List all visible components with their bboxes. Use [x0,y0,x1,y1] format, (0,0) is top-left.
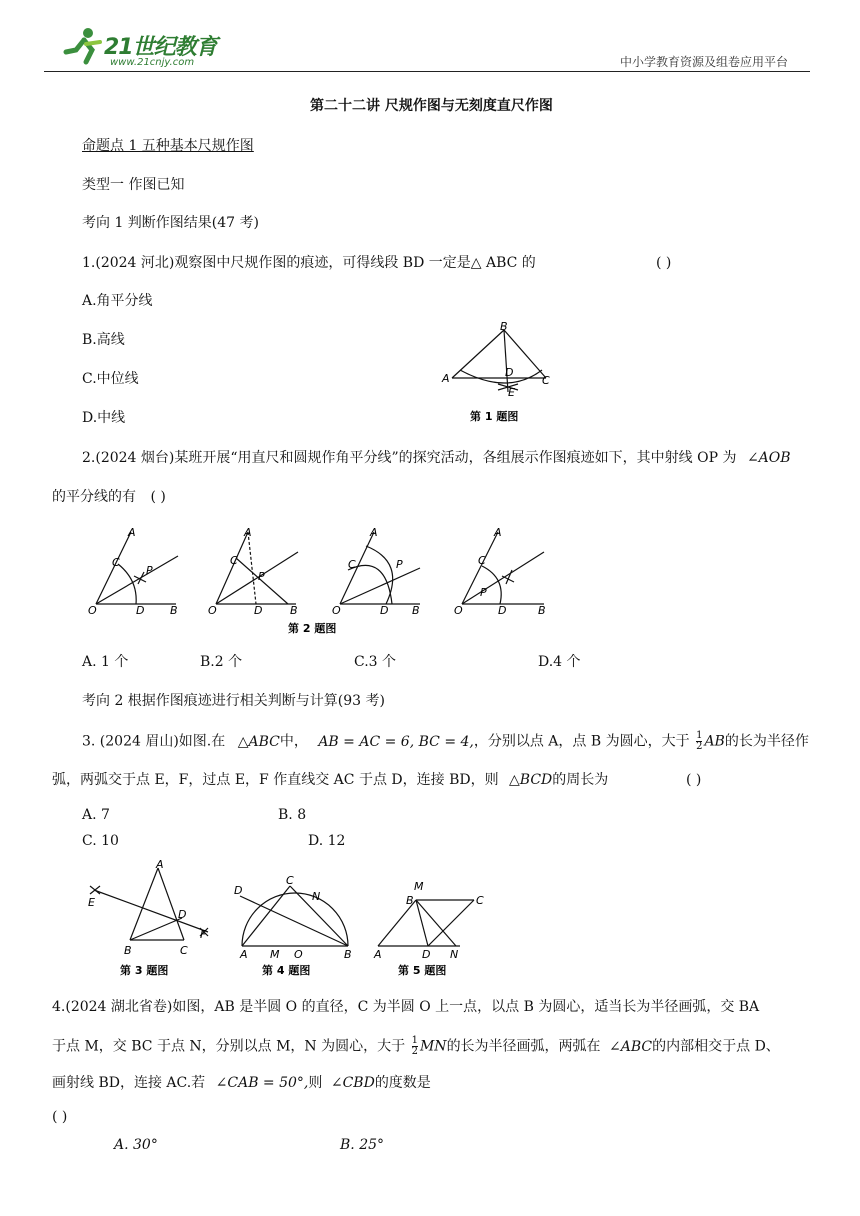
q5-label-b: B [406,894,414,907]
q2-label-d1: D [136,604,145,617]
q1-fig-caption: 第 1 题图 [470,410,519,423]
q1-label-d: D [505,366,514,379]
q2-figure [86,522,566,642]
direction-heading-1: 考向 1 判断作图结果(47 考) [82,215,259,231]
q2-paren: ( ) [150,489,166,505]
q4-label-o: O [294,948,303,961]
q3-tri: △ABC [237,733,280,750]
q4-label-c: C [286,874,294,887]
q2-fig-caption: 第 2 题图 [288,622,337,635]
q4-l2a: 于点 M，交 BC 于点 N，分别以点 M，N 为圆心，大于 [52,1038,406,1055]
q1-option-a: A.角平分线 [82,293,153,309]
q1-label-c: C [542,374,550,387]
q2-option-b: B.2 个 [200,654,243,670]
q4-fig-caption: 第 4 题图 [262,964,311,977]
q4-frac-den: 2 [411,1046,418,1057]
q2-label-o3: O [332,604,341,617]
q2-label-c2: C [230,554,238,567]
q2-label-p2: P [258,570,265,583]
q3-line1 [82,731,809,752]
q4-label-b: B [344,948,352,961]
q1-label-b: B [500,320,508,333]
header-logo [58,24,238,74]
logo-text: 21世纪教育 [104,35,217,60]
q2-label-p4: P [480,586,487,599]
q4-l2c: 的内部相交于点 D、 [652,1038,780,1055]
q2-label-a3: A [370,526,378,539]
q2-label-a2: A [244,526,252,539]
q5-label-c: C [476,894,484,907]
q4-line2 [52,1036,780,1057]
q3-line2 [52,771,608,789]
q2-label-b1: B [170,604,178,617]
q2-label-c4: C [478,554,486,567]
q3-label-e: E [88,896,95,909]
q2-option-c: C.3 个 [354,654,397,670]
platform-name: 中小学教育资源及组卷应用平台 [620,55,789,69]
q3-frac-den: 2 [696,741,703,752]
q5-label-m: M [414,880,424,893]
q2-label-o4: O [454,604,463,617]
q2-stem [82,449,791,467]
q3-option-a: A. 7 [82,807,110,823]
q2-label-p1: P [146,564,153,577]
q2-label-c1: C [112,556,120,569]
q4-l2b: 的长为半径画弧，两弧在 [446,1038,601,1055]
q3-label-a: A [156,858,164,871]
q1-label-e: E [508,386,515,399]
q2-label-d2: D [254,604,263,617]
q5-label-a: A [374,948,382,961]
q4-frac [412,1036,418,1057]
header-rule [44,71,810,72]
q2-label-p3: P [396,558,403,571]
q3-paren: ( ) [686,772,702,788]
q5-label-n: N [450,948,459,961]
q2-label-o1: O [88,604,97,617]
type-heading: 类型一 作图已知 [82,177,185,193]
q3-q5-figures [80,856,500,980]
q2-option-d: D.4 个 [538,654,581,670]
page-title: 第二十二讲 尺规作图与无刻度直尺作图 [310,98,553,114]
q4-line1: 4.(2024 湖北省卷)如图，AB 是半圆 O 的直径，C 为半圆 O 上一点，以点 B 为圆心，适当长为半径画弧，交 BA [52,999,760,1015]
q3-option-c: C. 10 [82,833,119,849]
q3-frac-num: 1 [696,730,703,741]
q3-frac [696,731,702,752]
q3-eq: AB = AC = 6, BC = 4, [318,733,474,750]
q2-label-b4: B [538,604,546,617]
q3-option-d: D. 12 [308,833,346,849]
q3-option-b: B. 8 [278,807,307,823]
q4-frac-num: 1 [411,1035,418,1046]
q4-l3b: 则 [308,1075,323,1091]
q3-label-d: D [178,908,187,921]
q3-fig-caption: 第 3 题图 [120,964,169,977]
q2-label-d4: D [498,604,507,617]
q2-label-b2: B [290,604,298,617]
q1-option-d: D.中线 [82,410,126,426]
q2-stem2-text: 的平分线的有 [52,489,136,505]
q2-label-b3: B [412,604,420,617]
q3-label-f: F [200,928,207,941]
q1-stem: 1.(2024 河北)观察图中尺规作图的痕迹，可得线段 BD 一定是△ ABC 的 [82,255,536,271]
q4-label-n: N [312,890,321,903]
direction-heading-2: 考向 2 根据作图痕迹进行相关判断与计算(93 考) [82,693,385,709]
q2-angle: ∠AOB [746,450,791,466]
q4-l3c: 的度数是 [374,1075,431,1091]
q5-label-d: D [422,948,431,961]
q2-label-c3: C [348,558,356,571]
q5-fig-caption: 第 5 题图 [398,964,447,977]
q4-cbd: ∠CBD [330,1075,375,1091]
q2-stem2 [52,488,166,506]
q1-figure [438,320,568,430]
q4-option-b: B. 25° [340,1137,385,1153]
q2-option-a: A. 1 个 [82,654,129,670]
q1-option-c: C.中位线 [82,371,139,387]
q3-label-c: C [180,944,188,957]
q4-paren: ( ) [52,1109,68,1125]
q3-l2a: 弧，两弧交于点 E，F，过点 E，F 作直线交 AC 于点 D，连接 BD，则 [52,772,499,788]
q1-label-a: A [442,372,450,385]
q2-label-o2: O [208,604,217,617]
q4-mn: MN [419,1038,447,1055]
q2-stem-text: 2.(2024 烟台)某班开展“用直尺和圆规作角平分线”的探究活动，各组展示作图痕迹如下，其中射线 OP 为 [82,450,737,466]
q1-paren: ( ) [656,255,672,271]
runner-logo-icon [62,26,106,70]
q2-label-d3: D [380,604,389,617]
q4-option-a: A. 30° [114,1137,158,1153]
q3-l1c: ，分别以点 A，点 B 为圆心，大于 [473,733,690,750]
q4-l3a: 画射线 BD，连接 AC.若 [52,1075,206,1091]
q3-l2b: 的周长为 [552,772,609,788]
q4-abc: ∠ABC [609,1038,653,1055]
q4-label-m: M [270,948,280,961]
q3-l1a: 3. (2024 眉山)如图.在 [82,733,226,750]
logo-url: www.21cnjy.com [110,57,195,68]
q1-option-b: B.高线 [82,332,125,348]
q3-bcd: △BCD [509,772,553,788]
q4-cab: ∠CAB = 50°, [215,1075,309,1091]
q4-label-a: A [240,948,248,961]
q4-label-d: D [234,884,243,897]
q3-ab: AB [704,733,725,750]
q3-label-b: B [124,944,132,957]
q3-l1b: 中， [279,733,308,750]
section-heading: 命题点 1 五种基本尺规作图 [82,138,254,154]
q4-line3 [52,1074,431,1092]
q2-label-a4: A [494,526,502,539]
q2-label-a1: A [128,526,136,539]
q3-l1d: 的长为半径作 [724,733,809,750]
